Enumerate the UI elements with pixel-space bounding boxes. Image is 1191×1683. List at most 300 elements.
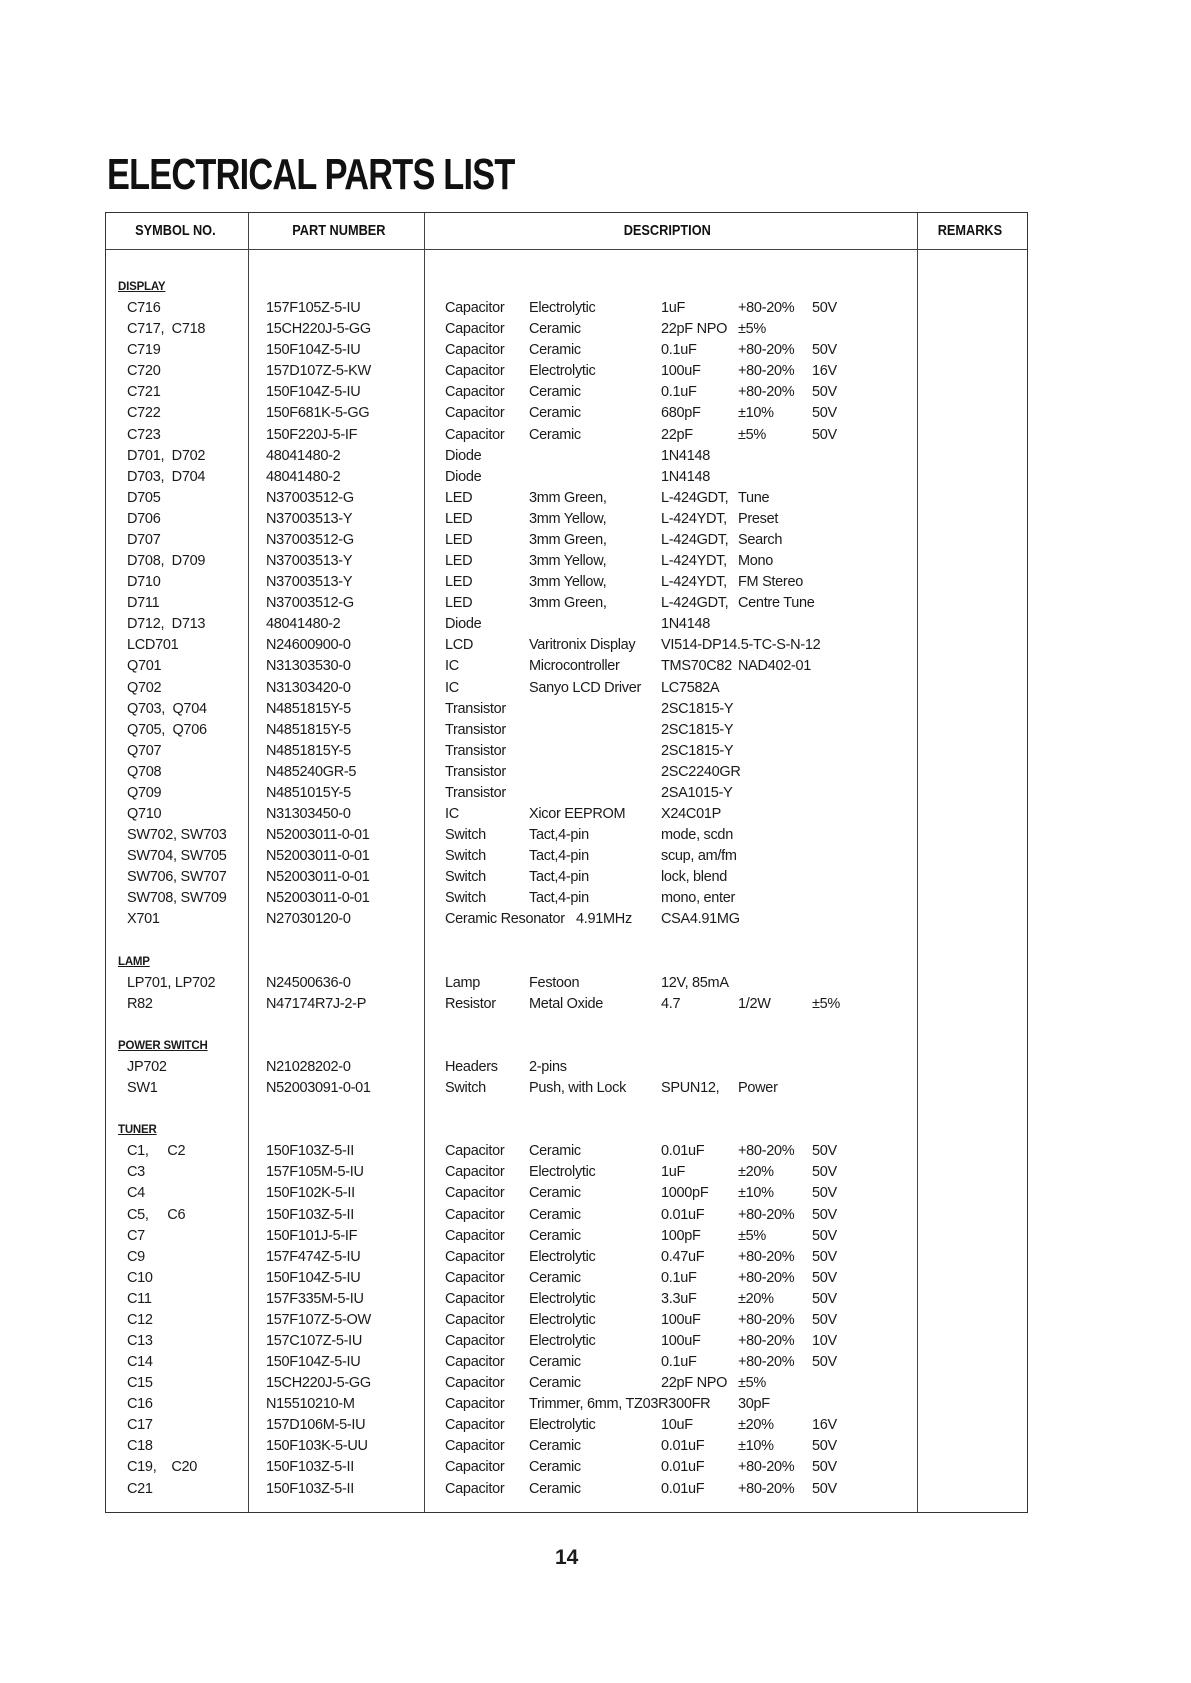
part-number: 150F102K-5-II — [266, 1185, 355, 1202]
symbol-no: C1, C2 — [127, 1143, 186, 1160]
part-number: 150F103Z-5-II — [266, 1480, 354, 1497]
description-value: TMS70C82 — [661, 658, 732, 675]
description-value: 1N4148 — [661, 468, 710, 485]
description-voltage: 50V — [812, 1206, 837, 1223]
table-row — [0, 382, 1191, 403]
description-value: 0.1uF — [661, 1269, 697, 1286]
symbol-no: Q705, Q706 — [127, 721, 207, 738]
symbol-no: C21 — [127, 1480, 153, 1497]
description-value: 0.1uF — [661, 1354, 697, 1371]
part-number: N37003513-Y — [266, 510, 353, 527]
symbol-no: SW708, SW709 — [127, 890, 227, 907]
description-detail: Ceramic — [529, 384, 581, 401]
table-row — [0, 1457, 1191, 1478]
description-value: 22pF — [661, 426, 693, 443]
description-type: Capacitor — [445, 1206, 505, 1223]
table-row — [0, 446, 1191, 467]
section-title: DISPLAY — [118, 281, 166, 293]
part-number: N31303420-0 — [266, 679, 351, 696]
description-type: LED — [445, 574, 473, 591]
description-voltage: 50V — [812, 405, 837, 422]
description-detail: Tact,4-pin — [529, 848, 589, 865]
description-type: Capacitor — [445, 1185, 505, 1202]
description-detail: Electrolytic — [529, 363, 596, 380]
table-row — [0, 403, 1191, 424]
symbol-no: SW706, SW707 — [127, 869, 227, 886]
section-header — [0, 1036, 1191, 1057]
section-title: POWER SWITCH — [118, 1039, 208, 1052]
description-tolerance: +80-20% — [738, 300, 795, 317]
table-row — [0, 867, 1191, 888]
description-detail: 3mm Yellow, — [529, 574, 607, 591]
description-tolerance: ±5% — [738, 1227, 767, 1244]
description-detail: Sanyo LCD Driver — [529, 679, 642, 696]
description-tolerance: +80-20% — [738, 1480, 795, 1497]
description-type: Resistor — [445, 995, 496, 1012]
description-voltage: 10V — [812, 1333, 837, 1349]
description-voltage: 50V — [812, 1185, 837, 1202]
description-tolerance: Preset — [738, 510, 779, 527]
table-row — [0, 1183, 1191, 1204]
description-tolerance: +80-20% — [738, 1354, 795, 1371]
description-detail: Ceramic — [529, 1459, 581, 1476]
description-value: 0.01uF — [661, 1438, 705, 1455]
description-tolerance: FM Stereo — [738, 574, 803, 591]
symbol-no: R82 — [127, 995, 153, 1012]
description-value: mono, enter — [661, 890, 736, 907]
description-tolerance: ±20% — [738, 1164, 774, 1181]
description-type: Transistor — [445, 700, 506, 717]
description-type: Capacitor — [445, 1164, 505, 1181]
description-type: Capacitor — [445, 363, 505, 380]
part-number: N4851815Y-5 — [266, 742, 351, 759]
description-tolerance: +80-20% — [738, 342, 795, 359]
section-title: TUNER — [118, 1124, 157, 1137]
description-type: Switch — [445, 890, 486, 907]
table-row — [0, 467, 1191, 488]
description-voltage: 50V — [812, 1290, 837, 1307]
page-number: 14 — [555, 1546, 579, 1569]
table-row — [0, 551, 1191, 572]
description-voltage: 50V — [812, 1459, 837, 1476]
description-voltage: ±5% — [812, 995, 841, 1012]
description-type: Transistor — [445, 742, 506, 759]
description-type: LED — [445, 553, 473, 570]
symbol-no: Q708 — [127, 763, 162, 780]
part-number: 150F103K-5-UU — [266, 1438, 368, 1455]
table-row — [0, 530, 1191, 551]
header-description: DESCRIPTION — [623, 222, 711, 239]
description-detail: Ceramic — [529, 1438, 581, 1455]
description-type: Capacitor — [445, 1438, 505, 1455]
description-type: Capacitor — [445, 1459, 505, 1476]
part-number: N37003513-Y — [266, 574, 353, 591]
description-value: SPUN12, — [661, 1080, 720, 1097]
symbol-no: C721 — [127, 384, 161, 401]
description-tolerance: Mono — [738, 553, 774, 570]
table-row — [0, 425, 1191, 446]
description-tolerance: +80-20% — [738, 363, 795, 380]
description-tolerance: +80-20% — [738, 1333, 795, 1349]
description-detail: Ceramic — [529, 1354, 581, 1371]
table-row — [0, 678, 1191, 699]
description-detail: Electrolytic — [529, 1164, 596, 1181]
description-type: Capacitor — [445, 321, 505, 338]
description-detail: Tact,4-pin — [529, 827, 589, 844]
part-number: N52003011-0-01 — [266, 869, 370, 886]
description-value: 1uF — [661, 1164, 686, 1181]
table-row — [0, 1162, 1191, 1183]
description-value: 1uF — [661, 300, 686, 317]
header-divider — [106, 249, 1027, 250]
part-number: 150F104Z-5-IU — [266, 342, 361, 359]
description-voltage: 50V — [812, 426, 837, 443]
table-row — [0, 804, 1191, 825]
section-header — [0, 952, 1191, 973]
symbol-no: D707 — [127, 531, 161, 548]
description-value: 100uF — [661, 363, 701, 380]
description-detail: Electrolytic — [529, 1417, 596, 1434]
description-detail: Trimmer, 6mm, TZ03R300FR — [529, 1396, 711, 1413]
description-type: Capacitor — [445, 1396, 505, 1413]
description-type: Capacitor — [445, 300, 505, 317]
table-row — [0, 1331, 1191, 1352]
table-row — [0, 1057, 1191, 1078]
symbol-no: D711 — [127, 595, 160, 612]
part-number: 15CH220J-5-GG — [266, 321, 371, 338]
description-voltage: 50V — [812, 300, 837, 317]
description-value: 10uF — [661, 1417, 693, 1434]
description-type: Diode — [445, 616, 482, 633]
description-tolerance: Power — [738, 1080, 778, 1097]
description-detail: Electrolytic — [529, 1248, 596, 1265]
part-number: 150F103Z-5-II — [266, 1206, 354, 1223]
description-voltage: 50V — [812, 1438, 837, 1455]
symbol-no: C10 — [127, 1269, 153, 1286]
description-type: Capacitor — [445, 384, 505, 401]
part-number: 48041480-2 — [266, 468, 341, 485]
description-tolerance: Centre Tune — [738, 595, 815, 612]
part-number: 157F335M-5-IU — [266, 1290, 364, 1307]
description-tolerance: ±10% — [738, 1438, 774, 1455]
symbol-no: Q703, Q704 — [127, 700, 207, 717]
description-tolerance: ±5% — [738, 321, 767, 338]
part-number: 150F104Z-5-IU — [266, 1354, 361, 1371]
description-type: Switch — [445, 848, 486, 865]
description-type: Transistor — [445, 784, 506, 801]
description-detail: Ceramic — [529, 321, 581, 338]
symbol-no: D703, D704 — [127, 468, 206, 485]
table-row — [0, 1310, 1191, 1331]
description-type: Transistor — [445, 721, 506, 738]
description-detail: Festoon — [529, 974, 580, 991]
description-value: 1N4148 — [661, 616, 710, 633]
description-detail: Metal Oxide — [529, 995, 604, 1012]
part-number: N52003091-0-01 — [266, 1080, 371, 1097]
description-type: Lamp — [445, 974, 481, 991]
description-tolerance: +80-20% — [738, 1311, 795, 1328]
description-value: scup, am/fm — [661, 848, 737, 865]
description-voltage: 16V — [812, 363, 837, 380]
description-detail: Electrolytic — [529, 1290, 596, 1307]
description-type: Capacitor — [445, 1354, 505, 1371]
description-type: Capacitor — [445, 342, 505, 359]
part-number: N4851815Y-5 — [266, 700, 351, 717]
description-value: 0.01uF — [661, 1206, 705, 1223]
description-value: 22pF NPO — [661, 1375, 728, 1392]
part-number: 15CH220J-5-GG — [266, 1375, 371, 1392]
description-tolerance: NAD402-01 — [738, 658, 812, 675]
symbol-no: D710 — [127, 574, 161, 591]
table-row — [0, 340, 1191, 361]
part-number: N37003512-G — [266, 531, 354, 548]
symbol-no: C3 — [127, 1164, 145, 1181]
description-value: 3.3uF — [661, 1290, 697, 1307]
description-value: 2SC1815-Y — [661, 700, 734, 717]
description-type: IC — [445, 658, 459, 675]
symbol-no: D701, D702 — [127, 447, 206, 464]
description-value: L-424YDT, — [661, 510, 727, 527]
description-type: Capacitor — [445, 1480, 505, 1497]
description-detail: 3mm Green, — [529, 531, 607, 548]
table-row — [0, 762, 1191, 783]
description-detail: Ceramic — [529, 426, 581, 443]
description-value: 2SC2240GR — [661, 763, 741, 780]
symbol-no: X701 — [127, 911, 160, 928]
description-tolerance: +80-20% — [738, 1459, 795, 1476]
part-number: N52003011-0-01 — [266, 848, 370, 865]
description-tolerance: ±10% — [738, 1185, 774, 1202]
part-number: N24500636-0 — [266, 974, 351, 991]
description-value: 2SC1815-Y — [661, 742, 734, 759]
description-type: Capacitor — [445, 1417, 505, 1434]
part-number: 48041480-2 — [266, 447, 341, 464]
description-type: Diode — [445, 468, 482, 485]
description-type: Capacitor — [445, 1248, 505, 1265]
description-detail: Ceramic — [529, 1269, 581, 1286]
description-type: LED — [445, 510, 473, 527]
table-row — [0, 1078, 1191, 1099]
symbol-no: D712, D713 — [127, 616, 206, 633]
description-type: Capacitor — [445, 1333, 505, 1349]
part-number: N27030120-0 — [266, 911, 351, 928]
table-row — [0, 1479, 1191, 1500]
description-detail: Ceramic — [529, 1480, 581, 1497]
description-value: 2SA1015-Y — [661, 784, 733, 801]
section-header — [0, 277, 1191, 298]
description-value: L-424YDT, — [661, 553, 727, 570]
part-number: 157F474Z-5-IU — [266, 1248, 361, 1265]
table-row — [0, 656, 1191, 677]
description-detail: Ceramic — [529, 342, 581, 359]
symbol-no: C14 — [127, 1354, 153, 1371]
description-value: 0.01uF — [661, 1480, 705, 1497]
symbol-no: C723 — [127, 426, 161, 443]
table-row — [0, 1352, 1191, 1373]
symbol-no: Q709 — [127, 784, 162, 801]
table-row — [0, 1436, 1191, 1457]
symbol-no: JP702 — [127, 1058, 167, 1075]
description-type: Capacitor — [445, 426, 505, 443]
description-voltage: 50V — [812, 1311, 837, 1328]
symbol-no: C12 — [127, 1311, 153, 1328]
part-number: N4851815Y-5 — [266, 721, 351, 738]
part-number: N485240GR-5 — [266, 763, 357, 780]
symbol-no: C722 — [127, 405, 161, 422]
symbol-no: Q710 — [127, 806, 162, 822]
description-tolerance: +80-20% — [738, 1143, 795, 1160]
table-row — [0, 635, 1191, 656]
part-number: N52003011-0-01 — [266, 890, 370, 907]
part-number: 150F104Z-5-IU — [266, 384, 361, 401]
part-number: 157D106M-5-IU — [266, 1417, 366, 1434]
table-row — [0, 1205, 1191, 1226]
description-value: 0.01uF — [661, 1459, 705, 1476]
description-detail: Tact,4-pin — [529, 869, 589, 886]
description-voltage: 50V — [812, 384, 837, 401]
description-detail: Electrolytic — [529, 1311, 596, 1328]
symbol-no: C7 — [127, 1227, 145, 1244]
description-value: 0.01uF — [661, 1143, 705, 1160]
table-row — [0, 1226, 1191, 1247]
description-tolerance: 30pF — [738, 1396, 770, 1413]
description-value: L-424GDT, — [661, 531, 729, 548]
part-number: 157D107Z-5-KW — [266, 363, 371, 380]
table-row — [0, 1268, 1191, 1289]
symbol-no: C5, C6 — [127, 1206, 186, 1223]
part-number: N21028202-0 — [266, 1058, 351, 1075]
description-type: Switch — [445, 827, 486, 844]
part-number: 157F107Z-5-OW — [266, 1311, 371, 1328]
symbol-no: C16 — [127, 1396, 153, 1413]
table-row — [0, 1415, 1191, 1436]
description-type: LCD — [445, 637, 474, 654]
part-number: 150F104Z-5-IU — [266, 1269, 361, 1286]
table-row — [0, 593, 1191, 614]
description-value: 0.1uF — [661, 342, 697, 359]
symbol-no: C13 — [127, 1333, 153, 1349]
description-detail: 3mm Yellow, — [529, 553, 607, 570]
description-detail: Ceramic — [529, 405, 581, 422]
description-tolerance: ±5% — [738, 1375, 767, 1392]
table-row — [0, 1394, 1191, 1415]
description-type: IC — [445, 806, 459, 822]
symbol-no: C15 — [127, 1375, 153, 1392]
description-type: Diode — [445, 447, 482, 464]
description-voltage: 50V — [812, 1143, 837, 1160]
description-type: IC — [445, 679, 459, 696]
description-detail: Varitronix Display — [529, 637, 636, 654]
symbol-no: C11 — [127, 1290, 152, 1307]
part-number: 48041480-2 — [266, 616, 341, 633]
description-detail: Electrolytic — [529, 1333, 596, 1349]
description-type: Switch — [445, 1080, 486, 1097]
symbol-no: D706 — [127, 510, 161, 527]
description-value: mode, scdn — [661, 827, 733, 844]
table-row — [0, 825, 1191, 846]
description-type: LED — [445, 531, 473, 548]
description-type: LED — [445, 489, 473, 506]
description-value: 100pF — [661, 1227, 701, 1244]
table-row — [0, 509, 1191, 530]
table-row — [0, 741, 1191, 762]
description-type: Capacitor — [445, 1269, 505, 1286]
symbol-no: SW1 — [127, 1080, 158, 1097]
part-number: 157F105M-5-IU — [266, 1164, 364, 1181]
description-voltage: 50V — [812, 1248, 837, 1265]
description-detail: 2-pins — [529, 1058, 567, 1075]
part-number: N15510210-M — [266, 1396, 355, 1413]
page-title: ELECTRICAL PARTS LIST — [107, 150, 515, 199]
table-row — [0, 720, 1191, 741]
part-number: 150F220J-5-IF — [266, 426, 358, 443]
table-row — [0, 846, 1191, 867]
description-tolerance: ±20% — [738, 1417, 774, 1434]
description-tolerance: ±5% — [738, 426, 767, 443]
description-detail: Ceramic — [529, 1143, 581, 1160]
part-number: N24600900-0 — [266, 637, 351, 654]
table-row — [0, 298, 1191, 319]
description-voltage: 50V — [812, 1480, 837, 1497]
description-type: Capacitor — [445, 1311, 505, 1328]
symbol-no: D705 — [127, 489, 161, 506]
table-row — [0, 973, 1191, 994]
description-detail: Xicor EEPROM — [529, 806, 626, 822]
symbol-no: C19, C20 — [127, 1459, 198, 1476]
description-tolerance: +80-20% — [738, 1248, 795, 1265]
description-value: 0.1uF — [661, 384, 697, 401]
description-value: L-424GDT, — [661, 595, 729, 612]
description-value: VI514-DP14.5-TC-S-N-12 — [661, 637, 821, 654]
description-value: 1N4148 — [661, 447, 710, 464]
symbol-no: Q707 — [127, 742, 162, 759]
part-number: N47174R7J-2-P — [266, 995, 367, 1012]
table-row — [0, 1373, 1191, 1394]
table-row — [0, 699, 1191, 720]
description-value: 0.47uF — [661, 1248, 705, 1265]
part-number: 150F681K-5-GG — [266, 405, 370, 422]
description-type: Capacitor — [445, 405, 505, 422]
description-tolerance: Tune — [738, 489, 770, 506]
description-voltage: 50V — [812, 1269, 837, 1286]
header-remarks: REMARKS — [937, 222, 1003, 239]
symbol-no: C716 — [127, 300, 161, 317]
description-type: Headers — [445, 1058, 498, 1075]
table-row — [0, 888, 1191, 909]
description-value: 680pF — [661, 405, 701, 422]
description-value: LC7582A — [661, 679, 720, 696]
description-tolerance: 1/2W — [738, 995, 771, 1012]
description-type: Capacitor — [445, 1227, 505, 1244]
description-type: Transistor — [445, 763, 506, 780]
table-row — [0, 1289, 1191, 1310]
description-voltage: 16V — [812, 1417, 837, 1434]
description-detail: Tact,4-pin — [529, 890, 589, 907]
symbol-no: D708, D709 — [127, 553, 206, 570]
description-value: CSA4.91MG — [661, 911, 740, 928]
description-type: Capacitor — [445, 1143, 505, 1160]
part-number: N37003513-Y — [266, 553, 353, 570]
description-type: Capacitor — [445, 1375, 505, 1392]
table-row — [0, 783, 1191, 804]
description-voltage: 50V — [812, 1354, 837, 1371]
symbol-no: LCD701 — [127, 637, 179, 654]
description-voltage: 50V — [812, 1227, 837, 1244]
part-number: 150F103Z-5-II — [266, 1143, 354, 1160]
symbol-no: C9 — [127, 1248, 145, 1265]
description-type: Capacitor — [445, 1290, 505, 1307]
table-row — [0, 488, 1191, 509]
